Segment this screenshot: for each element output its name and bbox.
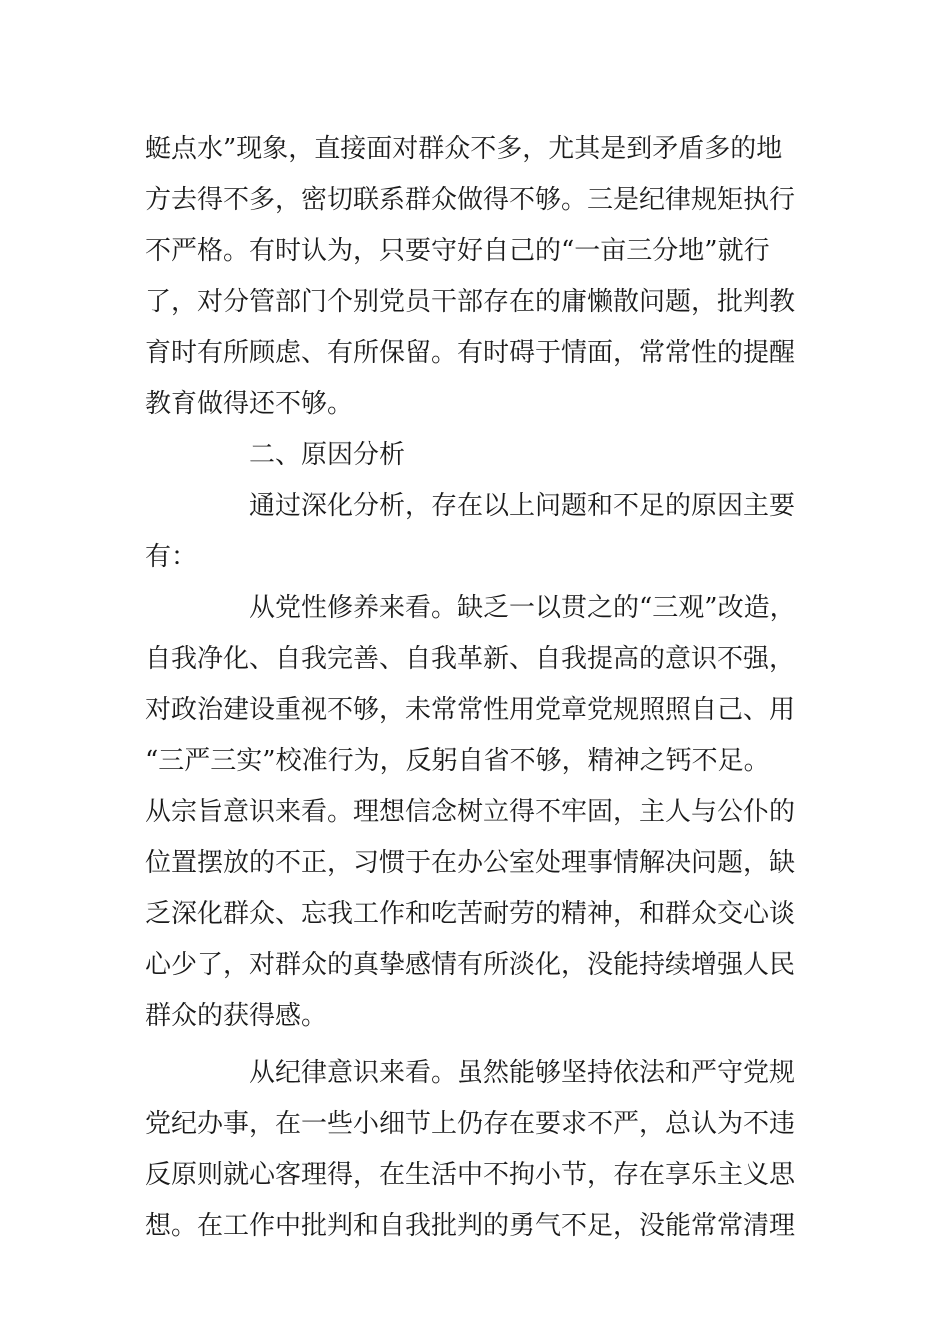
text-line: 位置摆放的不正，习惯于在办公室处理事情解决问题，缺 (145, 848, 796, 878)
text-line: 方去得不多，密切联系群众做得不够。三是纪律规矩执行 (145, 185, 796, 215)
text-line: 想。在工作中批判和自我批判的勇气不足，没能常常清理 (145, 1211, 796, 1241)
text-line: “三严三实”校准行为，反躬自省不够，精神之钙不足。 (145, 746, 770, 776)
text-line: 不严格。有时认为，只要守好自己的“一亩三分地”就行 (145, 236, 770, 266)
text-line: 教育做得还不够。 (145, 389, 354, 419)
text-line: 有： (145, 542, 198, 572)
text-line: 乏深化群众、忘我工作和吃苦耐劳的精神，和群众交心谈 (145, 899, 796, 929)
text-line: 反原则就心客理得，在生活中不拘小节，存在享乐主义思 (145, 1160, 796, 1190)
text-line: 对政治建设重视不够，未常常性用党章党规照照自己、用 (145, 695, 796, 725)
text-line: 自我净化、自我完善、自我革新、自我提高的意识不强， (145, 644, 796, 674)
text-line: 从纪律意识来看。虽然能够坚持依法和严守党规 (249, 1058, 796, 1088)
text-line: 党纪办事，在一些小细节上仍存在要求不严，总认为不违 (145, 1109, 796, 1139)
text-line: 心少了，对群众的真挚感情有所淡化，没能持续增强人民 (145, 950, 796, 980)
text-line: 通过深化分析，存在以上问题和不足的原因主要 (249, 491, 796, 521)
text-line: 从党性修养来看。缺乏一以贯之的“三观”改造， (249, 593, 796, 623)
section-heading: 二、原因分析 (249, 440, 406, 470)
text-line: 群众的获得感。 (145, 1001, 328, 1031)
text-line: 从宗旨意识来看。理想信念树立得不牢固，主人与公仆的 (145, 797, 796, 827)
text-line: 了，对分管部门个别党员干部存在的庸懒散问题，批判教 (145, 287, 796, 317)
text-line: 育时有所顾虑、有所保留。有时碍于情面，常常性的提醒 (145, 338, 796, 368)
text-line: 蜓点水”现象，直接面对群众不多，尤其是到矛盾多的地 (145, 134, 783, 164)
document-body (145, 124, 810, 1252)
